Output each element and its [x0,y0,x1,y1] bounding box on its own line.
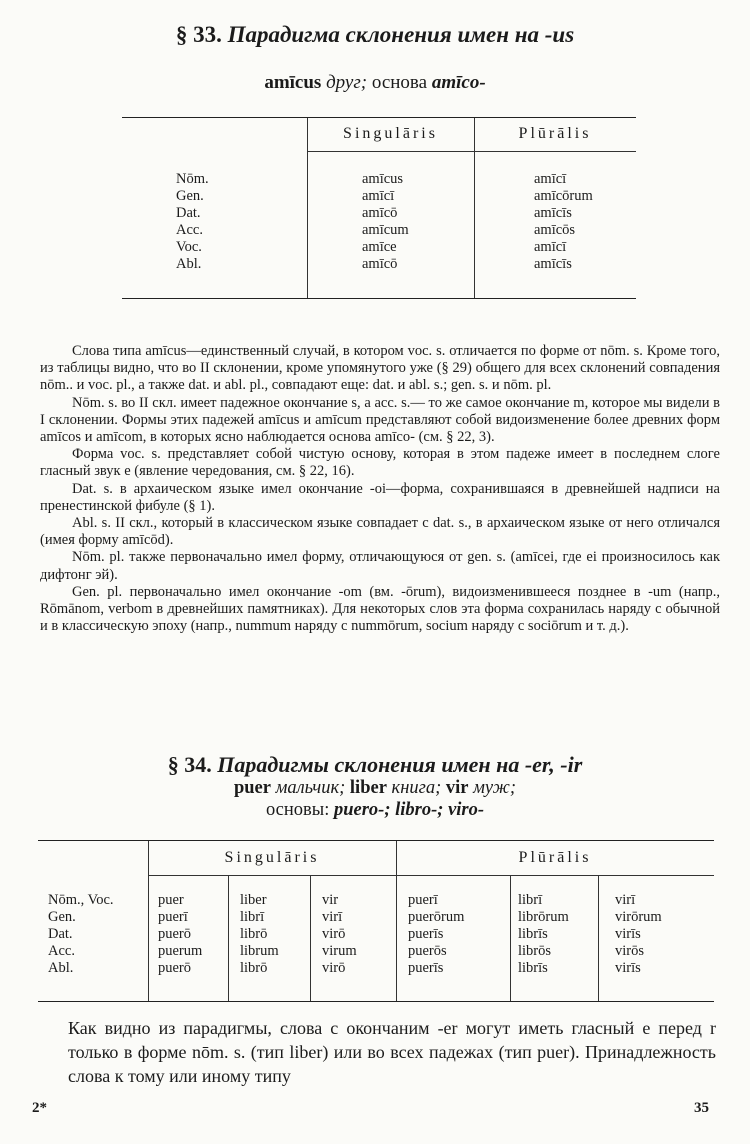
table-divider [474,118,475,298]
headword-vir: vir [445,778,469,798]
liber-singular-forms [240,892,279,977]
header-singularis: Singulāris [343,125,438,142]
table-header-rule [148,875,714,876]
form-cell: librīs [518,926,548,942]
gloss-amicus: друг; [326,72,368,93]
case-list [176,171,209,273]
section-34-subtitle [0,777,750,821]
paragraph: Nōm. s. во II скл. имеет падежное окончание s, а acc. s.— то же самое окончание m, которое мы видели в I склонении. Формы этих падежей amīcus и amīcum представляют собой видоизменение более древних форм amīcos и amīcom, в которых ясно наблюдается основа amīco- (см. § 22, 3). [40,394,720,446]
table-divider [310,875,311,1001]
section-33-title: Парадигма склонения имен на -us [227,22,575,47]
form-cell: librō [240,960,268,976]
vir-plural-forms [615,892,662,977]
header-pluralis: Plūrālis [518,849,592,866]
puer-plural-forms [408,892,464,977]
signature-mark: 2* [32,1100,47,1116]
paragraph: Как видно из парадигмы, слова с окончаним -er могут иметь гласный e перед r только в форме nōm. s. (тип liber) или во всех падежах (тип puer). Принадлежность слова к тому или иному типу [68,1018,716,1086]
form-cell: amīcōs [534,222,576,238]
section-33-heading [0,22,750,48]
section-34-heading [0,752,750,778]
form-cell: librōrum [518,909,569,925]
stem-libro: libro-; [395,800,444,820]
form-cell: amīcō [362,205,398,221]
form-cell: puerō [158,960,192,976]
form-cell: librōs [518,943,552,959]
case-label: Nōm., Voc. [48,892,114,908]
paragraph: Форма voc. s. представляет собой чистую основу, которая в этом падеже имеет в последнем слоге гласный звук e (явление чередования, см. § 22, 16). [40,446,720,480]
form-cell: amīcīs [534,205,572,221]
header-pluralis: Plūrālis [518,125,592,142]
case-label: Abl. [176,256,202,272]
gloss-vir: муж; [473,778,517,798]
form-cell: amīcus [362,171,404,187]
form-cell: virī [322,909,343,925]
form-cell: puerum [158,943,203,959]
section-34-number: § 34. [167,752,212,777]
form-cell: virōrum [615,909,662,925]
form-cell: librīs [518,960,548,976]
case-label: Abl. [48,960,74,976]
form-cell: puerīs [408,960,444,976]
table-divider [228,875,229,1001]
page-number: 35 [694,1100,709,1116]
form-cell: virum [322,943,357,959]
case-label: Gen. [48,909,76,925]
form-cell: puerīs [408,926,444,942]
form-cell: virō [322,960,346,976]
case-label: Acc. [176,222,203,238]
form-cell: amīcī [534,171,567,187]
case-label: Nōm. [176,171,209,187]
paragraph: Abl. s. II скл., который в классическом языке совпадает с dat. s., в архаическом языке от него отличался (имея форму amīcōd). [40,515,720,549]
form-cell: librī [518,892,543,908]
form-cell: liber [240,892,267,908]
plural-forms [534,171,593,273]
headword-puer: puer [233,778,271,798]
paragraph: Dat. s. в архаическом языке имел окончание -oi—форма, сохранившаяся в древнейшей надписи на пренестинской фибуле (§ 1). [40,480,720,514]
form-cell: virō [322,926,346,942]
case-label: Dat. [48,926,73,942]
table-divider [510,875,511,1001]
form-cell: puerōrum [408,909,465,925]
section-34-title: Парадигмы склонения имен на -er, -ir [217,752,583,777]
stem-viro: viro- [448,800,485,820]
stem-amico: amīco- [431,72,486,93]
section-33-commentary [40,343,720,635]
case-label: Voc. [176,239,202,255]
form-cell: amīcōrum [534,188,593,204]
stem-label: основа [371,72,428,93]
form-cell: amīcō [362,256,398,272]
case-list [48,892,114,977]
paradigm-table-er-ir [38,840,714,1002]
form-cell: librum [240,943,279,959]
section-34-commentary [68,1016,716,1088]
header-singularis: Singulāris [224,849,320,866]
form-cell: virīs [615,926,641,942]
table-header-rule [307,151,636,152]
paragraph: Gen. pl. первоначально имел окончание -om (вм. -ōrum), видоизменившееся позднее в -um (напр., Rōmānom, verbom в древнейших памятниках). Для некоторых слов эта форма сохранилась наряду с обычной и в классическую эпоху (напр., nummum наряду с nummōrum, socium наряду с sociōrum и т. д.). [40,583,720,635]
form-cell: virīs [615,960,641,976]
puer-singular-forms [158,892,202,977]
paradigm-table-amicus [122,117,636,299]
singular-forms [362,171,409,273]
stem-puero: puero-; [333,800,391,820]
table-divider [307,118,308,298]
form-cell: amīcīs [534,256,572,272]
form-cell: virōs [615,943,644,959]
form-cell: puer [158,892,184,908]
gloss-liber: книга; [391,778,442,798]
form-cell: puerī [158,909,188,925]
paragraph: Nōm. pl. также первоначально имел форму, отличающуюся от gen. s. (amīcei, где ei произносилось как дифтонг эй). [40,549,720,583]
form-cell: amīcum [362,222,409,238]
form-cell: puerōs [408,943,447,959]
liber-plural-forms [518,892,569,977]
case-label: Gen. [176,188,204,204]
form-cell: puerī [408,892,438,908]
form-cell: amīcī [534,239,567,255]
case-label: Dat. [176,205,201,221]
form-cell: virī [615,892,636,908]
headword-amicus: amīcus [264,72,322,93]
gloss-puer: мальчик; [275,778,346,798]
case-label: Acc. [48,943,75,959]
stems-label: основы: [265,800,330,820]
form-cell: amīcī [362,188,395,204]
headword-liber: liber [349,778,387,798]
form-cell: amīce [362,239,397,255]
section-33-number: § 33. [175,22,222,47]
vir-singular-forms [322,892,357,977]
section-33-subtitle [0,72,750,94]
table-divider [598,875,599,1001]
form-cell: puerō [158,926,192,942]
form-cell: librī [240,909,265,925]
form-cell: librō [240,926,268,942]
headwords-line [0,777,750,799]
stems-line [0,799,750,821]
form-cell: vir [322,892,339,908]
paragraph: Слова типа amīcus—единственный случай, в котором voc. s. отличается по форме от nōm. s. Кроме того, из таблицы видно, что во II склонении, кроме упомянутого уже (§ 29) общего для всех склонений совпадения nōm.. и voc. pl., а также dat. и abl. pl., совпадают еще: dat. и abl. s.; gen. s. и nōm. pl. [40,343,720,394]
